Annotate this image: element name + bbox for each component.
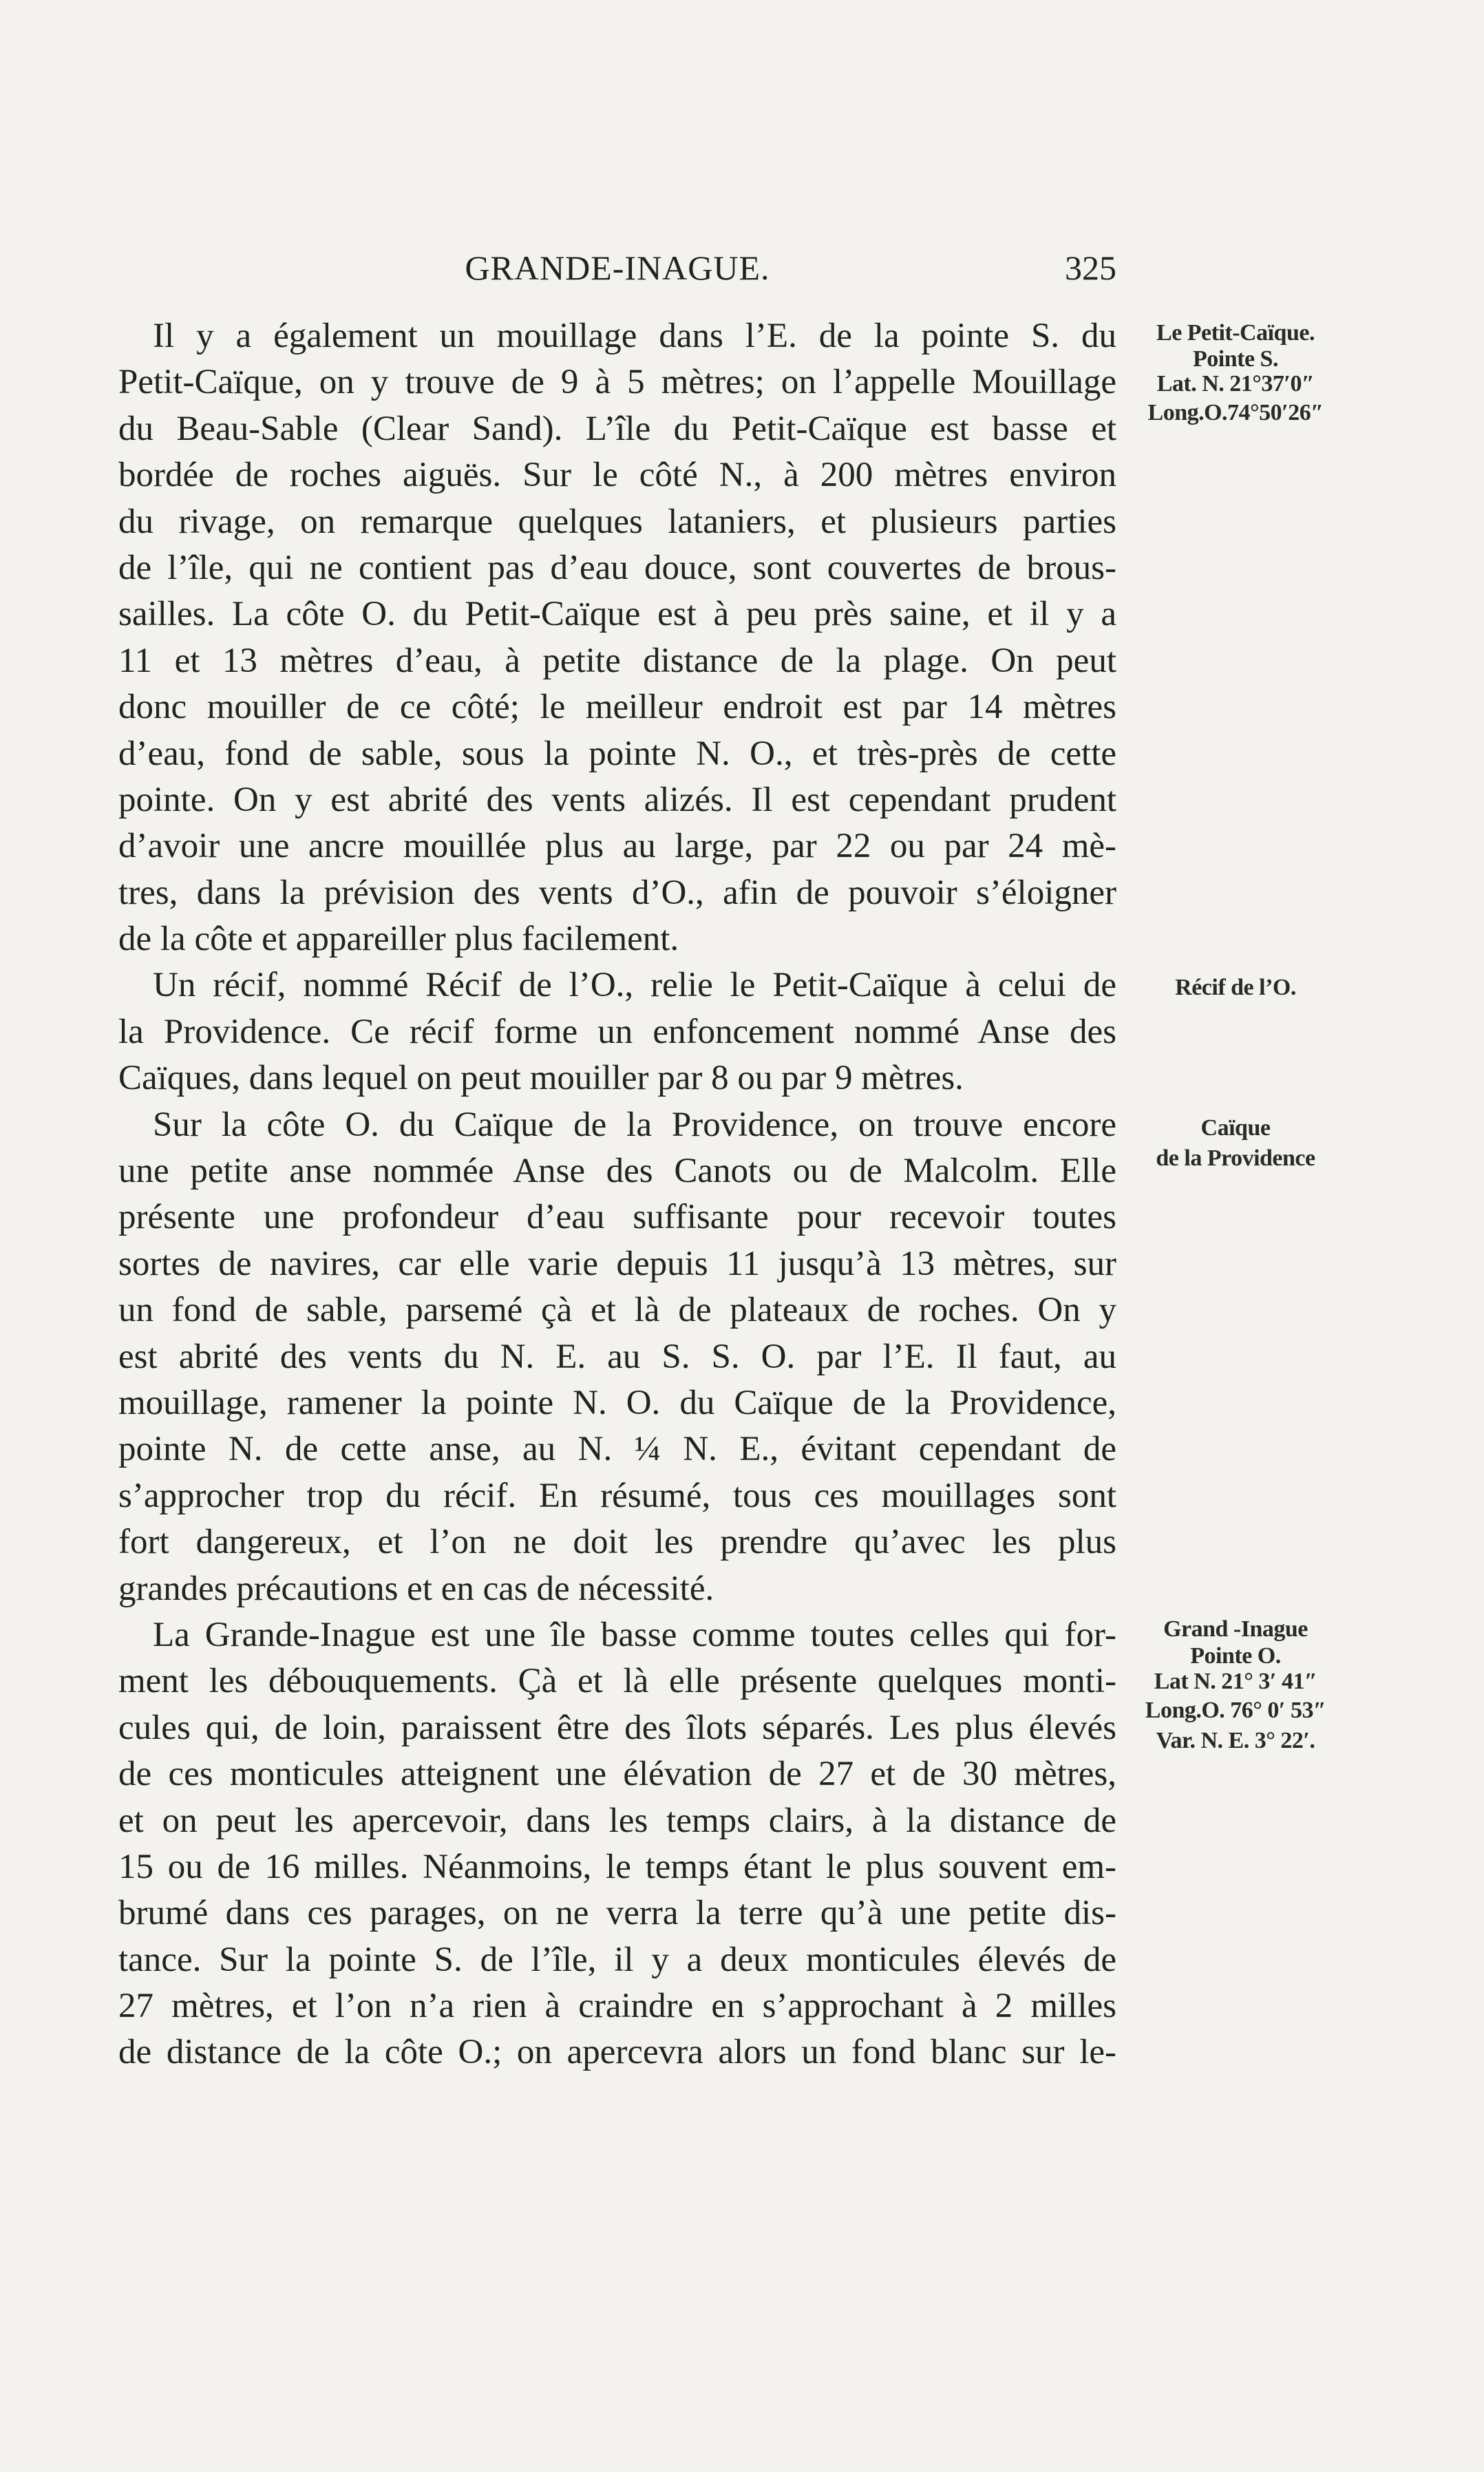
text-line: 27 mètres, et l’on n’a rien à craindre en s’approchant à 2 milles bbox=[118, 1987, 1116, 2026]
text-line: sortes de navires, car elle varie depuis 11 jusqu’à 13 mètres, sur bbox=[118, 1244, 1116, 1283]
text-line: d’eau, fond de sable, sous la pointe N. O., et très-près de cette bbox=[118, 734, 1116, 773]
text-line: Petit-Caïque, on y trouve de 9 à 5 mètres; on l’appelle Mouillage bbox=[118, 363, 1116, 402]
text-line: sailles. La côte O. du Petit-Caïque est à peu près saine, et il y a bbox=[118, 595, 1116, 634]
note-line: Grand -Inague bbox=[1163, 1616, 1308, 1642]
note-line: Lat N. 21° 3′ 41″ bbox=[1154, 1669, 1317, 1694]
note-line: Récif de l’O. bbox=[1175, 975, 1296, 1000]
text-line: un fond de sable, parsemé çà et là de plateaux de roches. On y bbox=[118, 1291, 1116, 1330]
text-line: d’avoir une ancre mouillée plus au large, par 22 ou par 24 mè- bbox=[118, 827, 1116, 866]
text-line: de la côte et appareiller plus facilement. bbox=[118, 920, 679, 959]
text-line: de ces monticules atteignent une élévation de 27 et de 30 mètres, bbox=[118, 1755, 1116, 1794]
text-line: cules qui, de loin, paraissent être des îlots séparés. Les plus élevés bbox=[118, 1708, 1116, 1747]
text-line: Caïques, dans lequel on peut mouiller par 8 ou par 9 mètres. bbox=[118, 1059, 964, 1098]
text-line: de l’île, qui ne contient pas d’eau douce, sont couvertes de brous- bbox=[118, 548, 1116, 587]
text-line: du rivage, on remarque quelques lataniers, et plusieurs parties bbox=[118, 502, 1116, 541]
running-title: GRANDE-INAGUE. bbox=[465, 249, 770, 287]
text-line: 11 et 13 mètres d’eau, à petite distance de la plage. On peut bbox=[118, 641, 1116, 680]
text-line: Un récif, nommé Récif de l’O., relie le Petit-Caïque à celui de bbox=[153, 966, 1116, 1005]
text-line: du Beau-Sable (Clear Sand). L’île du Petit-Caïque est basse et bbox=[118, 409, 1116, 448]
note-line: Pointe O. bbox=[1190, 1643, 1281, 1669]
text-line: Sur la côte O. du Caïque de la Providence, on trouve encore bbox=[153, 1105, 1116, 1144]
text-line: brumé dans ces parages, on ne verra la terre qu’à une petite dis- bbox=[118, 1894, 1116, 1933]
margin-note-recif bbox=[1132, 973, 1339, 1003]
margin-note-caique-providence bbox=[1132, 1113, 1339, 1174]
text-line: pointe. On y est abrité des vents alizés. Il est cependant prudent bbox=[118, 780, 1116, 819]
text-line: tance. Sur la pointe S. de l’île, il y a deux monticules élevés de bbox=[118, 1940, 1116, 1979]
text-line: ment les débouquements. Çà et là elle présente quelques monti- bbox=[118, 1662, 1116, 1701]
text-line: Il y a également un mouillage dans l’E. de la pointe S. du bbox=[153, 317, 1116, 355]
text-line: tres, dans la prévision des vents d’O., afin de pouvoir s’éloigner bbox=[118, 873, 1116, 912]
note-line: Pointe S. bbox=[1193, 346, 1278, 372]
note-line: Caïque bbox=[1200, 1115, 1271, 1141]
text-line: s’approcher trop du récif. En résumé, tous ces mouillages sont bbox=[118, 1476, 1116, 1515]
page-header bbox=[118, 248, 1116, 289]
text-line: et on peut les apercevoir, dans les temps clairs, à la distance de bbox=[118, 1801, 1116, 1840]
note-line: de la Providence bbox=[1156, 1145, 1315, 1171]
margin-note-grande-inague bbox=[1132, 1614, 1339, 1756]
text-line: de distance de la côte O.; on apercevra alors un fond blanc sur le- bbox=[118, 2033, 1116, 2072]
text-line: est abrité des vents du N. E. au S. S. O. par l’E. Il faut, au bbox=[118, 1337, 1116, 1376]
note-line: Lat. N. 21°37′0″ bbox=[1156, 371, 1315, 397]
text-line: pointe N. de cette anse, au N. ¼ N. E., évitant cependant de bbox=[118, 1430, 1116, 1469]
text-line: La Grande-Inague est une île basse comme toutes celles qui for- bbox=[153, 1615, 1116, 1654]
text-line: 15 ou de 16 milles. Néanmoins, le temps étant le plus souvent em- bbox=[118, 1847, 1116, 1886]
text-line: fort dangereux, et l’on ne doit les prendre qu’avec les plus bbox=[118, 1523, 1116, 1562]
text-line: mouillage, ramener la pointe N. O. du Caïque de la Providence, bbox=[118, 1383, 1116, 1422]
body-text bbox=[118, 313, 1116, 2076]
note-line: Le Petit-Caïque. bbox=[1156, 320, 1315, 346]
note-line: Long.O. 76° 0′ 53″ bbox=[1145, 1698, 1326, 1723]
text-line: une petite anse nommée Anse des Canots ou de Malcolm. Elle bbox=[118, 1152, 1116, 1191]
page-number: 325 bbox=[1065, 249, 1116, 287]
margin-note-petit-caique bbox=[1132, 318, 1339, 428]
note-line: Long.O.74°50′26″ bbox=[1147, 400, 1324, 425]
text-line: donc mouiller de ce côté; le meilleur endroit est par 14 mètres bbox=[118, 688, 1116, 727]
text-line: présente une profondeur d’eau suffisante pour recevoir toutes bbox=[118, 1198, 1116, 1237]
text-line: grandes précautions et en cas de nécessité. bbox=[118, 1569, 714, 1608]
text-line: la Providence. Ce récif forme un enfoncement nommé Anse des bbox=[118, 1012, 1116, 1051]
text-line: bordée de roches aiguës. Sur le côté N., à 200 mètres environ bbox=[118, 456, 1116, 495]
note-line: Var. N. E. 3° 22′. bbox=[1156, 1728, 1315, 1753]
